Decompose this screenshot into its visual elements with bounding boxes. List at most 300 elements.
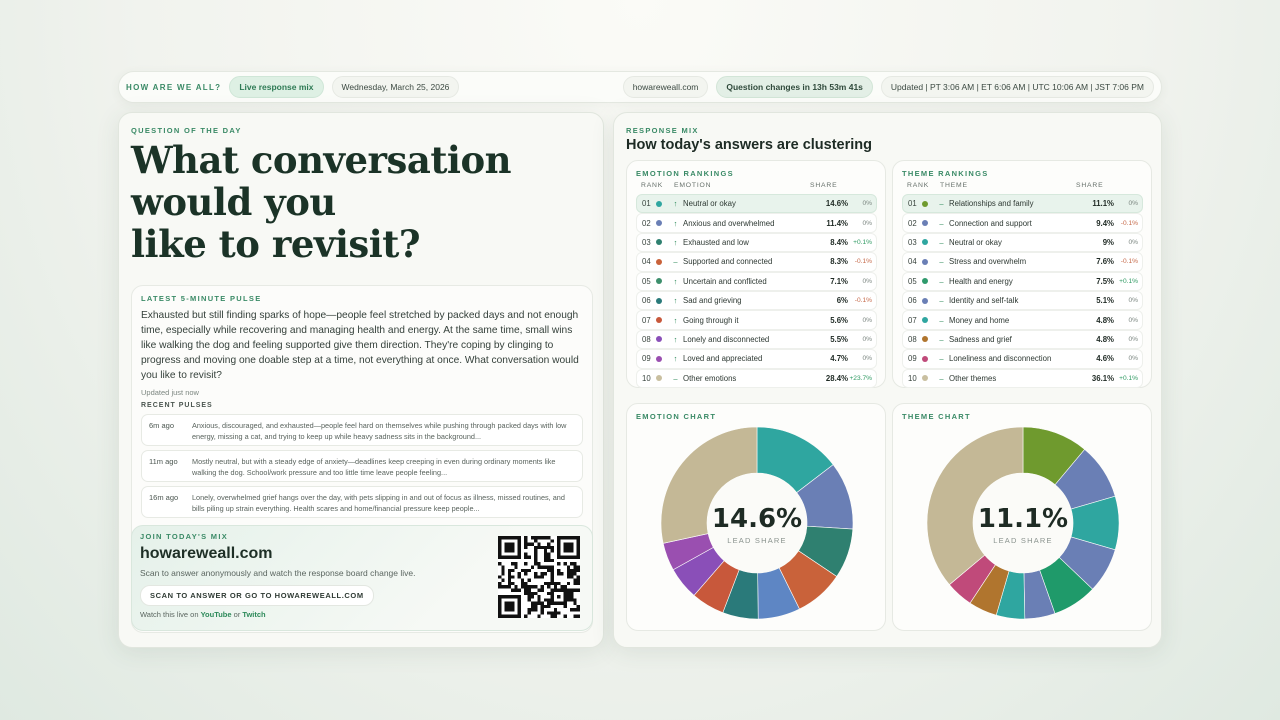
qr-module bbox=[541, 611, 544, 614]
row-label: Going through it bbox=[683, 315, 739, 325]
ranking-row[interactable] bbox=[902, 252, 1143, 271]
qr-module bbox=[524, 543, 527, 546]
qr-module bbox=[554, 615, 557, 618]
qr-module bbox=[567, 582, 570, 585]
qr-module bbox=[528, 588, 531, 591]
qr-module bbox=[544, 582, 547, 585]
color-dot bbox=[922, 317, 928, 323]
qr-module bbox=[534, 539, 537, 542]
qr-module bbox=[524, 588, 527, 591]
trend-arrow-icon: – bbox=[939, 218, 944, 228]
qr-module bbox=[534, 536, 537, 539]
qr-module bbox=[573, 572, 576, 575]
join-site[interactable]: howareweall.com bbox=[140, 545, 273, 562]
row-delta: 0% bbox=[862, 355, 872, 363]
qr-module bbox=[570, 575, 573, 578]
qr-module bbox=[557, 611, 560, 614]
qr-module bbox=[567, 588, 570, 591]
ranking-row[interactable] bbox=[636, 291, 877, 310]
trend-arrow-icon: – bbox=[939, 373, 944, 383]
qr-module bbox=[524, 556, 527, 559]
qr-module bbox=[564, 562, 567, 565]
qr-module bbox=[544, 566, 547, 569]
qr-module bbox=[524, 536, 527, 539]
trend-arrow-icon: ↑ bbox=[673, 276, 678, 286]
theme-chart-card bbox=[892, 403, 1152, 631]
row-label: Loved and appreciated bbox=[683, 354, 763, 364]
rank-number: 03 bbox=[642, 237, 651, 247]
row-delta: 0% bbox=[1128, 335, 1138, 343]
response-label: RESPONSE MIX bbox=[626, 126, 699, 135]
qr-module bbox=[573, 582, 576, 585]
qr-module bbox=[508, 572, 511, 575]
row-delta: 0% bbox=[1128, 200, 1138, 208]
trend-arrow-icon: ↑ bbox=[673, 315, 678, 325]
qr-module bbox=[518, 575, 521, 578]
color-dot bbox=[922, 375, 928, 381]
qr-module bbox=[528, 598, 531, 601]
qr-module bbox=[534, 549, 537, 552]
qr-module bbox=[534, 602, 537, 605]
qr-module bbox=[577, 569, 580, 572]
join-card bbox=[131, 525, 593, 631]
ranking-row[interactable] bbox=[636, 349, 877, 368]
recent-pulse-text: Lonely, overwhelmed grief hangs over the day, with pets slipping in and out of focus as illness, missed routines, and bills piling up strain everything. Health scares and home/financial pressure keep people... bbox=[192, 493, 565, 513]
qr-module bbox=[537, 598, 540, 601]
site-pill[interactable]: howareweall.com bbox=[623, 76, 709, 98]
row-share: 5.6% bbox=[830, 315, 848, 325]
trend-arrow-icon: – bbox=[939, 334, 944, 344]
row-delta: +0.1% bbox=[1119, 277, 1138, 285]
rank-number: 01 bbox=[642, 199, 651, 209]
ranking-row[interactable] bbox=[636, 194, 877, 213]
qr-module bbox=[577, 588, 580, 591]
qr-module bbox=[547, 611, 550, 614]
qr-module bbox=[528, 585, 531, 588]
qr-module bbox=[541, 605, 544, 608]
emotion-rankings-card bbox=[626, 160, 886, 388]
qr-module bbox=[557, 595, 560, 598]
qr-module bbox=[573, 566, 576, 569]
emotion-chart-label: EMOTION CHART bbox=[636, 412, 717, 421]
qr-module bbox=[557, 572, 560, 575]
row-label: Neutral or okay bbox=[683, 199, 736, 209]
qr-module bbox=[547, 566, 550, 569]
row-delta: 0% bbox=[1128, 316, 1138, 324]
ranking-row[interactable] bbox=[636, 369, 877, 388]
qr-module bbox=[547, 543, 550, 546]
qr-module bbox=[557, 582, 560, 585]
row-share: 9% bbox=[1102, 237, 1114, 247]
qr-module bbox=[547, 592, 550, 595]
lead-share-value: 11.1% bbox=[977, 504, 1069, 534]
row-share: 4.8% bbox=[1096, 315, 1114, 325]
qr-module bbox=[573, 562, 576, 565]
trend-arrow-icon: – bbox=[673, 257, 678, 267]
qr-module bbox=[550, 615, 553, 618]
ranking-row[interactable] bbox=[902, 291, 1143, 310]
qr-module bbox=[564, 585, 567, 588]
emotion-rankings-label: EMOTION RANKINGS bbox=[636, 169, 734, 178]
ranking-row[interactable] bbox=[902, 194, 1143, 213]
recent-pulse-item bbox=[141, 450, 583, 482]
rank-number: 10 bbox=[908, 373, 917, 383]
color-dot bbox=[922, 356, 928, 362]
qr-module bbox=[498, 585, 501, 588]
qr-module bbox=[554, 585, 557, 588]
qr-module bbox=[514, 588, 517, 591]
qr-module bbox=[534, 556, 537, 559]
watch-or: or bbox=[233, 610, 241, 619]
question-panel bbox=[118, 112, 604, 648]
row-delta: 0% bbox=[862, 277, 872, 285]
qr-module bbox=[528, 595, 531, 598]
row-delta: -0.1% bbox=[854, 258, 872, 266]
qr-module bbox=[518, 588, 521, 591]
row-delta: 0% bbox=[862, 316, 872, 324]
ranking-row[interactable] bbox=[636, 252, 877, 271]
recent-pulse-item bbox=[141, 414, 583, 446]
row-share: 4.7% bbox=[830, 354, 848, 364]
trend-arrow-icon: ↑ bbox=[673, 296, 678, 306]
qr-module bbox=[567, 598, 570, 601]
qr-module bbox=[577, 579, 580, 582]
qr-module bbox=[524, 572, 527, 575]
qr-module bbox=[514, 566, 517, 569]
color-dot bbox=[656, 259, 662, 265]
question-line-1: What conversation bbox=[131, 138, 512, 182]
qr-module bbox=[573, 588, 576, 591]
question-line-2: would you bbox=[131, 180, 336, 224]
recent-pulse-text: Anxious, discouraged, and exhausted—people feel hard on themselves while pushing through packed days with low energy, missing a cat, and trying to keep up while heavy sadness sits in the background... bbox=[192, 421, 567, 441]
qr-module bbox=[514, 585, 517, 588]
qr-module bbox=[550, 611, 553, 614]
qr-module bbox=[541, 608, 544, 611]
emotion-rows bbox=[636, 194, 877, 388]
qr-module bbox=[541, 536, 544, 539]
rank-number: 09 bbox=[908, 354, 917, 364]
watch-live-text bbox=[140, 610, 266, 619]
rank-number: 04 bbox=[908, 257, 917, 267]
top-bar bbox=[118, 71, 1162, 103]
qr-module bbox=[541, 566, 544, 569]
row-delta: 0% bbox=[1128, 297, 1138, 305]
color-dot bbox=[656, 278, 662, 284]
qr-module bbox=[521, 569, 524, 572]
qr-module bbox=[534, 552, 537, 555]
row-label: Anxious and overwhelmed bbox=[683, 218, 775, 228]
qr-module bbox=[534, 575, 537, 578]
qr-module bbox=[498, 562, 501, 565]
qr-module bbox=[547, 536, 550, 539]
lead-share-label: LEAD SHARE bbox=[727, 536, 787, 545]
date-pill: Wednesday, March 25, 2026 bbox=[332, 76, 460, 98]
qr-module bbox=[537, 566, 540, 569]
qr-module bbox=[534, 546, 537, 549]
trend-arrow-icon: ↑ bbox=[673, 334, 678, 344]
rank-number: 08 bbox=[908, 334, 917, 344]
col-emotion: EMOTION bbox=[674, 182, 712, 189]
recent-pulse-ago: 6m ago bbox=[149, 421, 175, 430]
qr-module bbox=[567, 566, 570, 569]
row-share: 28.4% bbox=[825, 373, 848, 383]
qr-module bbox=[511, 575, 514, 578]
ranking-row[interactable] bbox=[636, 233, 877, 252]
qr-module bbox=[531, 543, 534, 546]
qr-module bbox=[537, 543, 540, 546]
qr-module bbox=[557, 569, 560, 572]
qr-module bbox=[564, 605, 567, 608]
qr-module bbox=[524, 569, 527, 572]
qr-module bbox=[570, 608, 573, 611]
trend-arrow-icon: ↑ bbox=[673, 218, 678, 228]
rank-number: 01 bbox=[908, 199, 917, 209]
recent-pulses-label: RECENT PULSES bbox=[141, 402, 213, 409]
qr-module bbox=[528, 608, 531, 611]
trend-arrow-icon: – bbox=[939, 296, 944, 306]
color-dot bbox=[922, 201, 928, 207]
qr-module bbox=[528, 592, 531, 595]
color-dot bbox=[922, 259, 928, 265]
qr-module bbox=[557, 562, 560, 565]
row-share: 36.1% bbox=[1091, 373, 1114, 383]
scan-to-answer-button[interactable]: SCAN TO ANSWER OR GO TO HOWAREWEALL.COM bbox=[140, 585, 374, 606]
qr-module bbox=[528, 569, 531, 572]
qr-module bbox=[524, 585, 527, 588]
theme-rows bbox=[902, 194, 1143, 388]
qr-module bbox=[537, 546, 540, 549]
twitch-link[interactable]: Twitch bbox=[242, 610, 266, 619]
updated-pill: Updated | PT 3:06 AM | ET 6:06 AM | UTC 10:06 AM | JST 7:06 PM bbox=[881, 76, 1154, 98]
row-share: 11.1% bbox=[1092, 199, 1114, 209]
rank-number: 05 bbox=[908, 276, 917, 286]
qr-module bbox=[547, 602, 550, 605]
trend-arrow-icon: – bbox=[939, 237, 944, 247]
qr-module bbox=[541, 588, 544, 591]
col-rank: RANK bbox=[641, 182, 664, 189]
qr-code[interactable] bbox=[498, 536, 580, 618]
trend-arrow-icon: – bbox=[939, 199, 944, 209]
qr-module bbox=[514, 562, 517, 565]
qr-module bbox=[521, 585, 524, 588]
row-label: Identity and self-talk bbox=[949, 296, 1019, 306]
question-line-3: like to revisit? bbox=[131, 222, 421, 266]
youtube-link[interactable]: YouTube bbox=[200, 610, 232, 619]
qr-module bbox=[544, 552, 547, 555]
qr-module bbox=[508, 582, 511, 585]
row-delta: +0.1% bbox=[1119, 374, 1138, 382]
qr-module bbox=[560, 572, 563, 575]
row-share: 7.1% bbox=[830, 276, 848, 286]
qr-module bbox=[544, 549, 547, 552]
row-label: Money and home bbox=[949, 315, 1010, 325]
qr-module bbox=[498, 582, 501, 585]
qr-module bbox=[573, 602, 576, 605]
qr-module bbox=[534, 559, 537, 562]
col-share: SHARE bbox=[1076, 182, 1104, 189]
qr-module bbox=[577, 615, 580, 618]
row-label: Lonely and disconnected bbox=[683, 334, 770, 344]
trend-arrow-icon: – bbox=[939, 315, 944, 325]
qr-module bbox=[541, 572, 544, 575]
ranking-row[interactable] bbox=[902, 233, 1143, 252]
rank-number: 10 bbox=[642, 373, 651, 383]
qr-module bbox=[501, 566, 504, 569]
row-label: Loneliness and disconnection bbox=[949, 354, 1052, 364]
trend-arrow-icon: ↑ bbox=[673, 354, 678, 364]
qr-module bbox=[537, 575, 540, 578]
color-dot bbox=[656, 375, 662, 381]
qr-module bbox=[511, 562, 514, 565]
recent-pulse-ago: 11m ago bbox=[149, 457, 178, 466]
qr-module bbox=[531, 592, 534, 595]
qr-module bbox=[534, 605, 537, 608]
qr-module bbox=[537, 536, 540, 539]
qr-module bbox=[508, 569, 511, 572]
qr-module bbox=[547, 556, 550, 559]
row-label: Sad and grieving bbox=[683, 296, 742, 306]
qr-module bbox=[524, 539, 527, 542]
qr-module bbox=[534, 585, 537, 588]
color-dot bbox=[656, 317, 662, 323]
rank-number: 09 bbox=[642, 354, 651, 364]
qr-module bbox=[537, 615, 540, 618]
qr-module bbox=[531, 602, 534, 605]
color-dot bbox=[922, 336, 928, 342]
qr-module bbox=[537, 602, 540, 605]
qr-module bbox=[560, 585, 563, 588]
row-share: 5.5% bbox=[830, 334, 848, 344]
qr-module bbox=[541, 602, 544, 605]
qr-module bbox=[534, 572, 537, 575]
col-share: SHARE bbox=[810, 182, 838, 189]
qr-module bbox=[567, 569, 570, 572]
rank-number: 06 bbox=[642, 296, 651, 306]
join-label: JOIN TODAY'S MIX bbox=[140, 532, 229, 541]
color-dot bbox=[656, 336, 662, 342]
ranking-row[interactable] bbox=[636, 310, 877, 329]
qr-module bbox=[511, 582, 514, 585]
rank-number: 02 bbox=[642, 218, 651, 228]
lead-share-value: 14.6% bbox=[711, 504, 803, 534]
watch-prefix: Watch this live on bbox=[140, 610, 199, 619]
row-label: Other emotions bbox=[683, 373, 737, 383]
qr-module bbox=[573, 608, 576, 611]
ranking-row[interactable] bbox=[636, 213, 877, 232]
qr-module bbox=[508, 585, 511, 588]
qr-module bbox=[550, 539, 553, 542]
row-share: 4.8% bbox=[1096, 334, 1114, 344]
qr-module bbox=[521, 579, 524, 582]
qr-module bbox=[570, 572, 573, 575]
row-label: Exhausted and low bbox=[683, 237, 749, 247]
color-dot bbox=[656, 220, 662, 226]
theme-donut-chart bbox=[926, 426, 1120, 620]
qr-module bbox=[518, 572, 521, 575]
qr-module bbox=[537, 595, 540, 598]
qr-module bbox=[577, 608, 580, 611]
question-title bbox=[131, 139, 571, 265]
qr-module bbox=[541, 585, 544, 588]
qr-module bbox=[505, 602, 515, 612]
ranking-row[interactable] bbox=[902, 213, 1143, 232]
color-dot bbox=[922, 298, 928, 304]
row-share: 5.1% bbox=[1096, 296, 1114, 306]
theme-rankings-card bbox=[892, 160, 1152, 388]
emotion-donut-chart bbox=[660, 426, 854, 620]
qr-module bbox=[564, 615, 567, 618]
row-delta: 0% bbox=[1128, 355, 1138, 363]
join-description: Scan to answer anonymously and watch the response board change live. bbox=[140, 568, 416, 578]
qr-module bbox=[531, 595, 534, 598]
qr-module bbox=[567, 595, 570, 598]
qr-module bbox=[550, 546, 553, 549]
trend-arrow-icon: ↑ bbox=[673, 199, 678, 209]
ranking-row[interactable] bbox=[636, 330, 877, 349]
ranking-row[interactable] bbox=[902, 272, 1143, 291]
ranking-row[interactable] bbox=[636, 272, 877, 291]
rank-number: 04 bbox=[642, 257, 651, 267]
row-share: 7.5% bbox=[1096, 276, 1114, 286]
qr-module bbox=[531, 605, 534, 608]
rank-number: 07 bbox=[908, 315, 917, 325]
ranking-row[interactable] bbox=[902, 310, 1143, 329]
qr-module bbox=[511, 588, 514, 591]
recent-pulse-ago: 16m ago bbox=[149, 493, 179, 502]
row-share: 9.4% bbox=[1096, 218, 1114, 228]
qr-module bbox=[570, 588, 573, 591]
ranking-row[interactable] bbox=[902, 349, 1143, 368]
rank-number: 03 bbox=[908, 237, 917, 247]
pulse-text: Exhausted but still finding sparks of hope—people feel stretched by packed days and not enough time, especially while recovering and managing health and energy. At the same time, small wins like walking the dog and feeling supported give them direction. They're coping by clinging to progress and moving one doable step at a time, not everything at once. What conversation would you like to revisit? bbox=[141, 310, 579, 381]
qr-module bbox=[544, 546, 547, 549]
qr-module bbox=[547, 585, 550, 588]
qr-module bbox=[567, 572, 570, 575]
col-rank: RANK bbox=[907, 182, 930, 189]
qr-module bbox=[498, 575, 501, 578]
qr-module bbox=[547, 552, 550, 555]
ranking-row[interactable] bbox=[902, 369, 1143, 388]
qr-module bbox=[505, 585, 508, 588]
qr-module bbox=[528, 579, 531, 582]
row-delta: 0% bbox=[862, 219, 872, 227]
row-label: Relationships and family bbox=[949, 199, 1034, 209]
qr-module bbox=[528, 556, 531, 559]
row-share: 4.6% bbox=[1096, 354, 1114, 364]
qr-module bbox=[547, 546, 550, 549]
qr-module bbox=[501, 569, 504, 572]
response-panel bbox=[613, 112, 1162, 648]
qr-module bbox=[541, 575, 544, 578]
qr-module bbox=[550, 569, 553, 572]
row-label: Connection and support bbox=[949, 218, 1032, 228]
qr-module bbox=[554, 582, 557, 585]
qr-module bbox=[534, 592, 537, 595]
qr-module bbox=[544, 556, 547, 559]
qr-module bbox=[577, 575, 580, 578]
live-mix-pill[interactable]: Live response mix bbox=[229, 76, 323, 98]
question-label: QUESTION OF THE DAY bbox=[131, 126, 242, 135]
ranking-row[interactable] bbox=[902, 330, 1143, 349]
row-share: 6% bbox=[836, 296, 848, 306]
qr-module bbox=[537, 588, 540, 591]
qr-module bbox=[550, 575, 553, 578]
rank-number: 05 bbox=[642, 276, 651, 286]
qr-module bbox=[541, 546, 544, 549]
qr-module bbox=[537, 562, 540, 565]
qr-module bbox=[544, 598, 547, 601]
qr-module bbox=[544, 536, 547, 539]
